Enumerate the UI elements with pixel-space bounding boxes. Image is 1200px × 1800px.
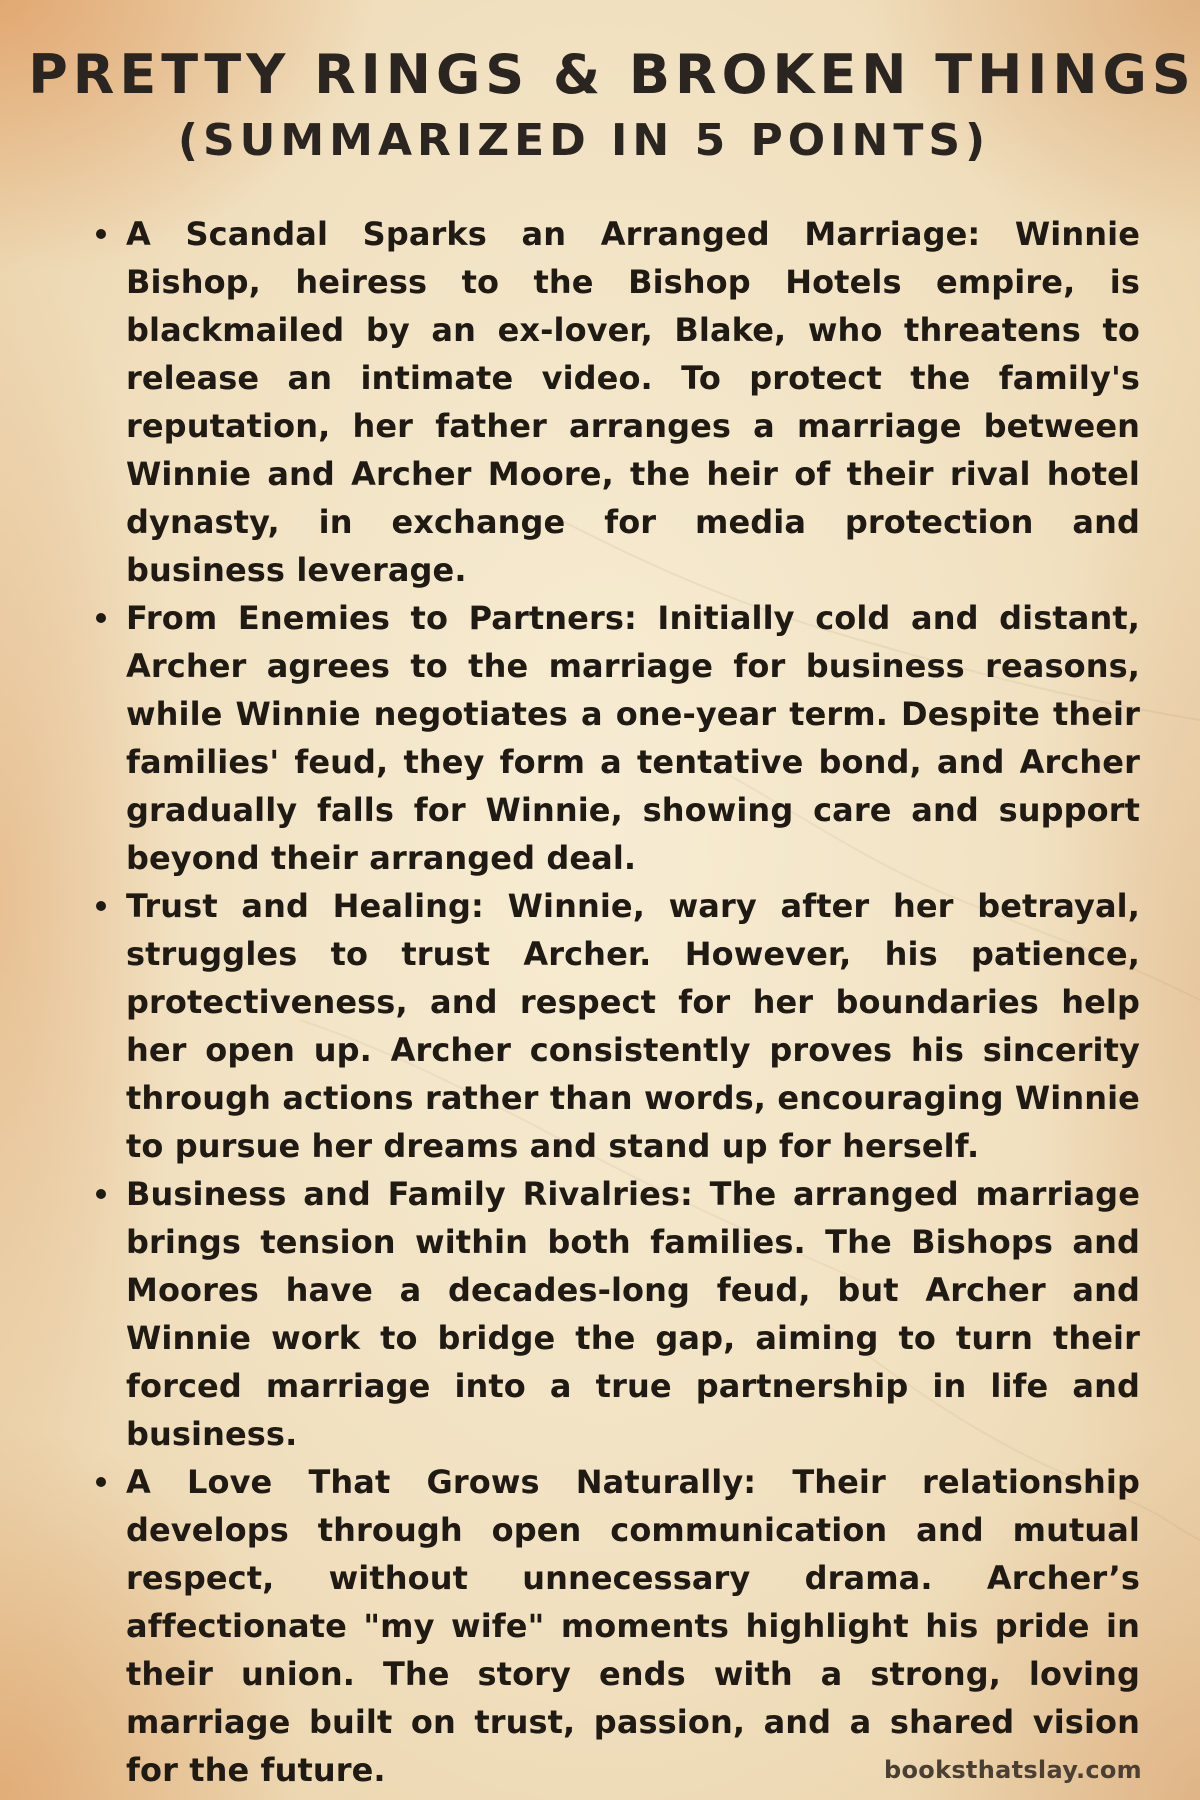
summary-point-text: A Scandal Sparks an Arranged Marriage: Winnie Bishop, heiress to the Bishop Hotels empire, is blackmailed by an ex-lover, Blake, who threatens to release an intimate video. To protect the family's reputation, her father arranges a marriage between Winnie and Archer Moore, the heir of their rival hotel dynasty, in exchange for media protection and business leverage. [126,215,1140,589]
bullet-icon [96,1189,106,1199]
summary-point-3 [92,882,1140,1170]
summary-point-text: Trust and Healing: Winnie, wary after her betrayal, struggles to trust Archer. However, his patience, protectiveness, and respect for her boundaries help her open up. Archer consistently proves his sincerity through actions rather than words, encouraging Winnie to pursue her dreams and stand up for herself. [126,887,1140,1165]
bullet-icon [96,229,106,239]
summary-list [92,210,1140,1794]
summary-point-4 [92,1170,1140,1458]
summary-point-text: A Love That Grows Naturally: Their relationship develops through open communication and mutual respect, without unnecessary drama. Archer’s affectionate "my wife" moments highlight his pride in their union. The story ends with a strong, loving marriage built on trust, passion, and a shared vision for the future. [126,1463,1140,1789]
summary-point-5 [92,1458,1140,1794]
summary-point-text: From Enemies to Partners: Initially cold and distant, Archer agrees to the marriage for business reasons, while Winnie negotiates a one-year term. Despite their families' feud, they form a tentative bond, and Archer gradually falls for Winnie, showing care and support beyond their arranged deal. [126,599,1140,877]
site-credit: booksthatslay.com [884,1756,1142,1784]
bullet-icon [96,613,106,623]
summary-point-1 [92,210,1140,594]
bullet-icon [96,1477,106,1487]
bullet-icon [96,901,106,911]
summary-point-2 [92,594,1140,882]
page-subtitle: (SUMMARIZED IN 5 POINTS) [177,115,991,166]
summary-point-text: Business and Family Rivalries: The arranged marriage brings tension within both families. The Bishops and Moores have a decades-long feud, but Archer and Winnie work to bridge the gap, aiming to turn their forced marriage into a true partnership in life and business. [126,1175,1140,1453]
header [0,40,1200,172]
page-title: PRETTY RINGS & BROKEN THINGS [28,43,1196,106]
